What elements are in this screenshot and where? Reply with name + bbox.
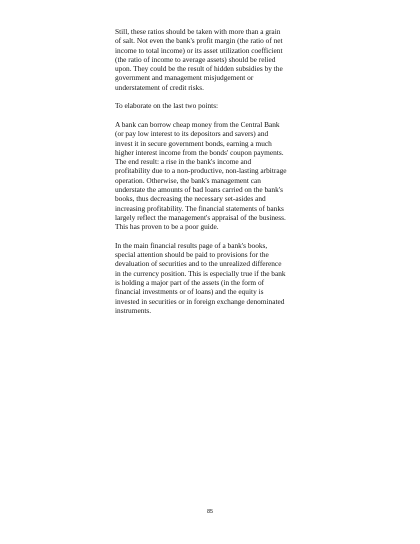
text-line: is holding a major part of the assets (in the form of bbox=[115, 278, 265, 288]
text-line: This has proven to be a poor guide. bbox=[115, 222, 219, 232]
text-line: government and management misjudgement or bbox=[115, 73, 254, 83]
text-line: upon. They could be the result of hidden subsidies by the bbox=[115, 64, 283, 74]
text-line: in the currency position. This is especially true if the bank bbox=[115, 268, 286, 278]
paragraph-2 bbox=[115, 101, 315, 110]
page-number: 85 bbox=[206, 509, 214, 515]
body-text bbox=[115, 27, 315, 325]
paragraph-1 bbox=[115, 27, 315, 92]
text-line: Still, these ratios should be taken with more than a grain bbox=[115, 27, 281, 36]
text-line: understatement of credit risks. bbox=[115, 82, 204, 92]
text-line: largely reflect the management's appraisal of the business. bbox=[115, 212, 286, 222]
text-line: A bank can borrow cheap money from the Central Bank bbox=[115, 119, 280, 129]
text-line: invested in securities or in foreign exchange denominated bbox=[115, 296, 285, 306]
text-line: instruments. bbox=[115, 305, 152, 315]
text-line: The end result: a rise in the bank's income and bbox=[115, 157, 252, 167]
text-line: special attention should be paid to provisions for the bbox=[115, 250, 269, 260]
text-line: operation. Otherwise, the bank's management can bbox=[115, 175, 261, 185]
text-line: invest it in secure government bonds, earning a much bbox=[115, 138, 272, 148]
text-line: To elaborate on the last two points: bbox=[115, 101, 219, 111]
paragraph-3 bbox=[115, 120, 315, 232]
text-line: increasing profitability. The financial statements of banks bbox=[115, 203, 284, 213]
text-line: devaluation of securities and to the unrealized difference bbox=[115, 259, 282, 269]
text-line: financial investments or of loans) and the equity is bbox=[115, 287, 264, 297]
text-line: of salt. Not even the bank's profit margin (the ratio of net bbox=[115, 36, 283, 46]
text-line: In the main financial results page of a bank's books, bbox=[115, 240, 268, 250]
text-line: books, thus decreasing the necessary set-asides and bbox=[115, 194, 266, 204]
paragraph-4 bbox=[115, 241, 315, 315]
text-line: understate the amounts of bad loans carried on the bank's bbox=[115, 185, 283, 195]
text-line: (or pay low interest to its depositors and savers) and bbox=[115, 129, 269, 139]
text-line: (the ratio of income to average assets) should be relied bbox=[115, 54, 276, 64]
text-line: higher interest income from the bonds' coupon payments. bbox=[115, 147, 284, 157]
text-line: profitability due to a non-productive, non-lasting arbitrage bbox=[115, 166, 287, 176]
text-line: income to total income) or its asset utilization coefficient bbox=[115, 45, 283, 55]
